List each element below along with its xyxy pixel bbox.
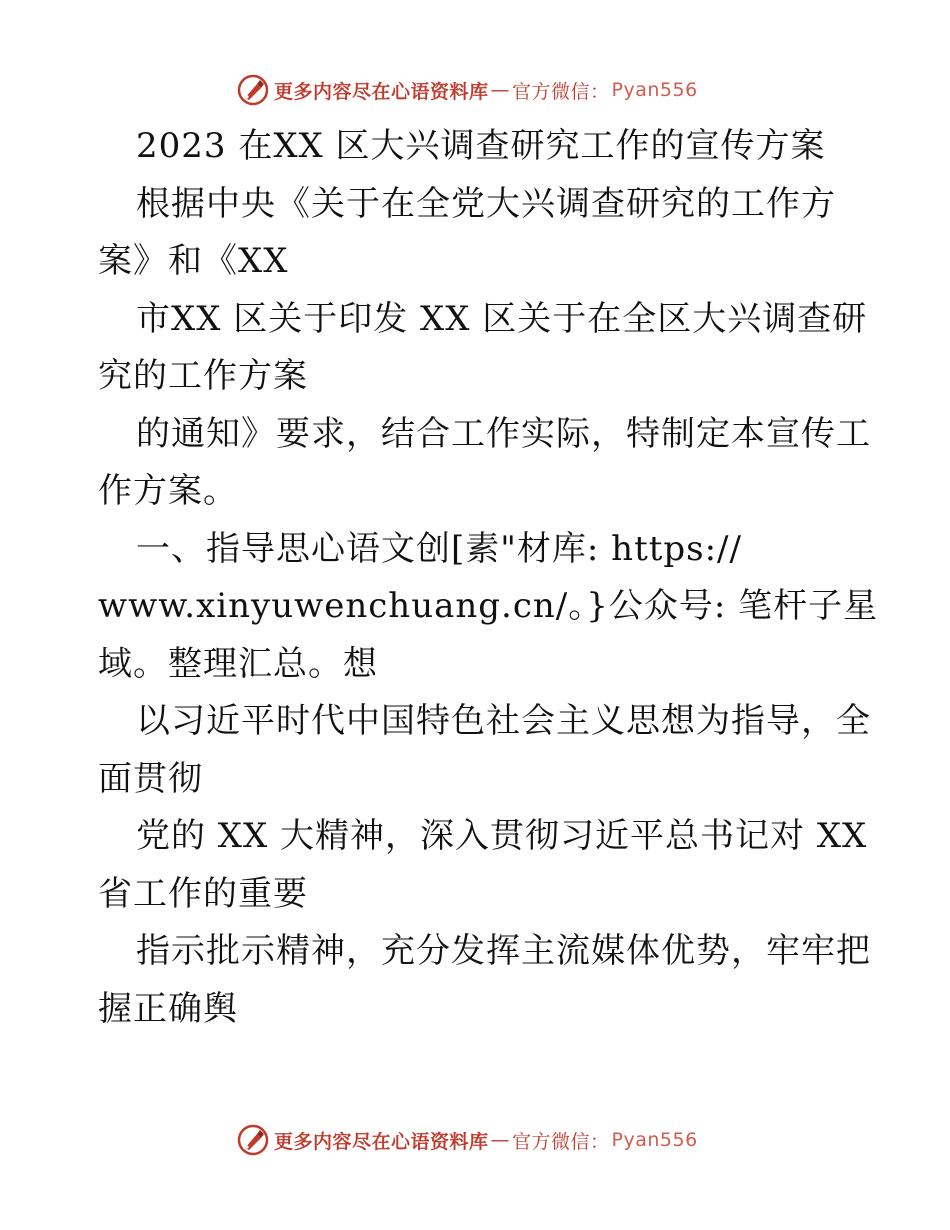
fountain-pen-logo-icon <box>236 1123 270 1157</box>
paragraph-line: 作方案。 <box>98 471 238 511</box>
header-separator: — <box>490 79 511 101</box>
paragraph-line: 以习近平时代中国特色社会主义思想为指导，全 <box>136 701 871 741</box>
paragraph-line: 党的 XX 大精神，深入贯彻习近平总书记对 XX <box>136 816 868 856</box>
section-heading-line: 一、指导思心语文创[素"材库: https:// <box>136 528 742 569</box>
document-title: 2023 在XX 区大兴调查研究工作的宣传方案 <box>136 126 826 166</box>
fountain-pen-logo-icon <box>236 73 270 107</box>
header-banner <box>236 70 698 110</box>
document-body <box>98 118 879 1038</box>
footer-banner <box>236 1120 698 1160</box>
paragraph-line: 案》和《XX <box>98 241 289 281</box>
paragraph-line: www.xinyuwenchuang.cn/。}公众号: 笔杆子星 <box>98 586 879 626</box>
paragraph-line: 市XX 区关于印发 XX 区关于在全区大兴调查研 <box>136 298 868 339</box>
footer-separator: — <box>490 1129 511 1151</box>
paragraph-line: 面贯彻 <box>98 758 203 799</box>
paragraph-line: 握正确舆 <box>98 988 238 1029</box>
header-brand-text: 更多内容尽在心语资料库 <box>274 80 489 103</box>
footer-brand-text: 更多内容尽在心语资料库 <box>274 1130 489 1153</box>
paragraph-line: 省工作的重要 <box>98 873 308 914</box>
paragraph-line: 根据中央《关于在全党大兴调查研究的工作方 <box>136 183 836 224</box>
header-wechat-label: 官方微信： <box>512 80 610 103</box>
paragraph-line: 的通知》要求，结合工作实际，特制定本宣传工 <box>136 413 871 454</box>
footer-wechat-label: 官方微信： <box>512 1130 610 1153</box>
header-wechat-id: Pyan556 <box>611 79 698 101</box>
paragraph-line: 指示批示精神，充分发挥主流媒体优势，牢牢把 <box>136 931 871 971</box>
paragraph-line: 究的工作方案 <box>98 356 308 396</box>
paragraph-line: 域。整理汇总。想 <box>98 643 378 684</box>
footer-wechat-id: Pyan556 <box>611 1129 698 1151</box>
